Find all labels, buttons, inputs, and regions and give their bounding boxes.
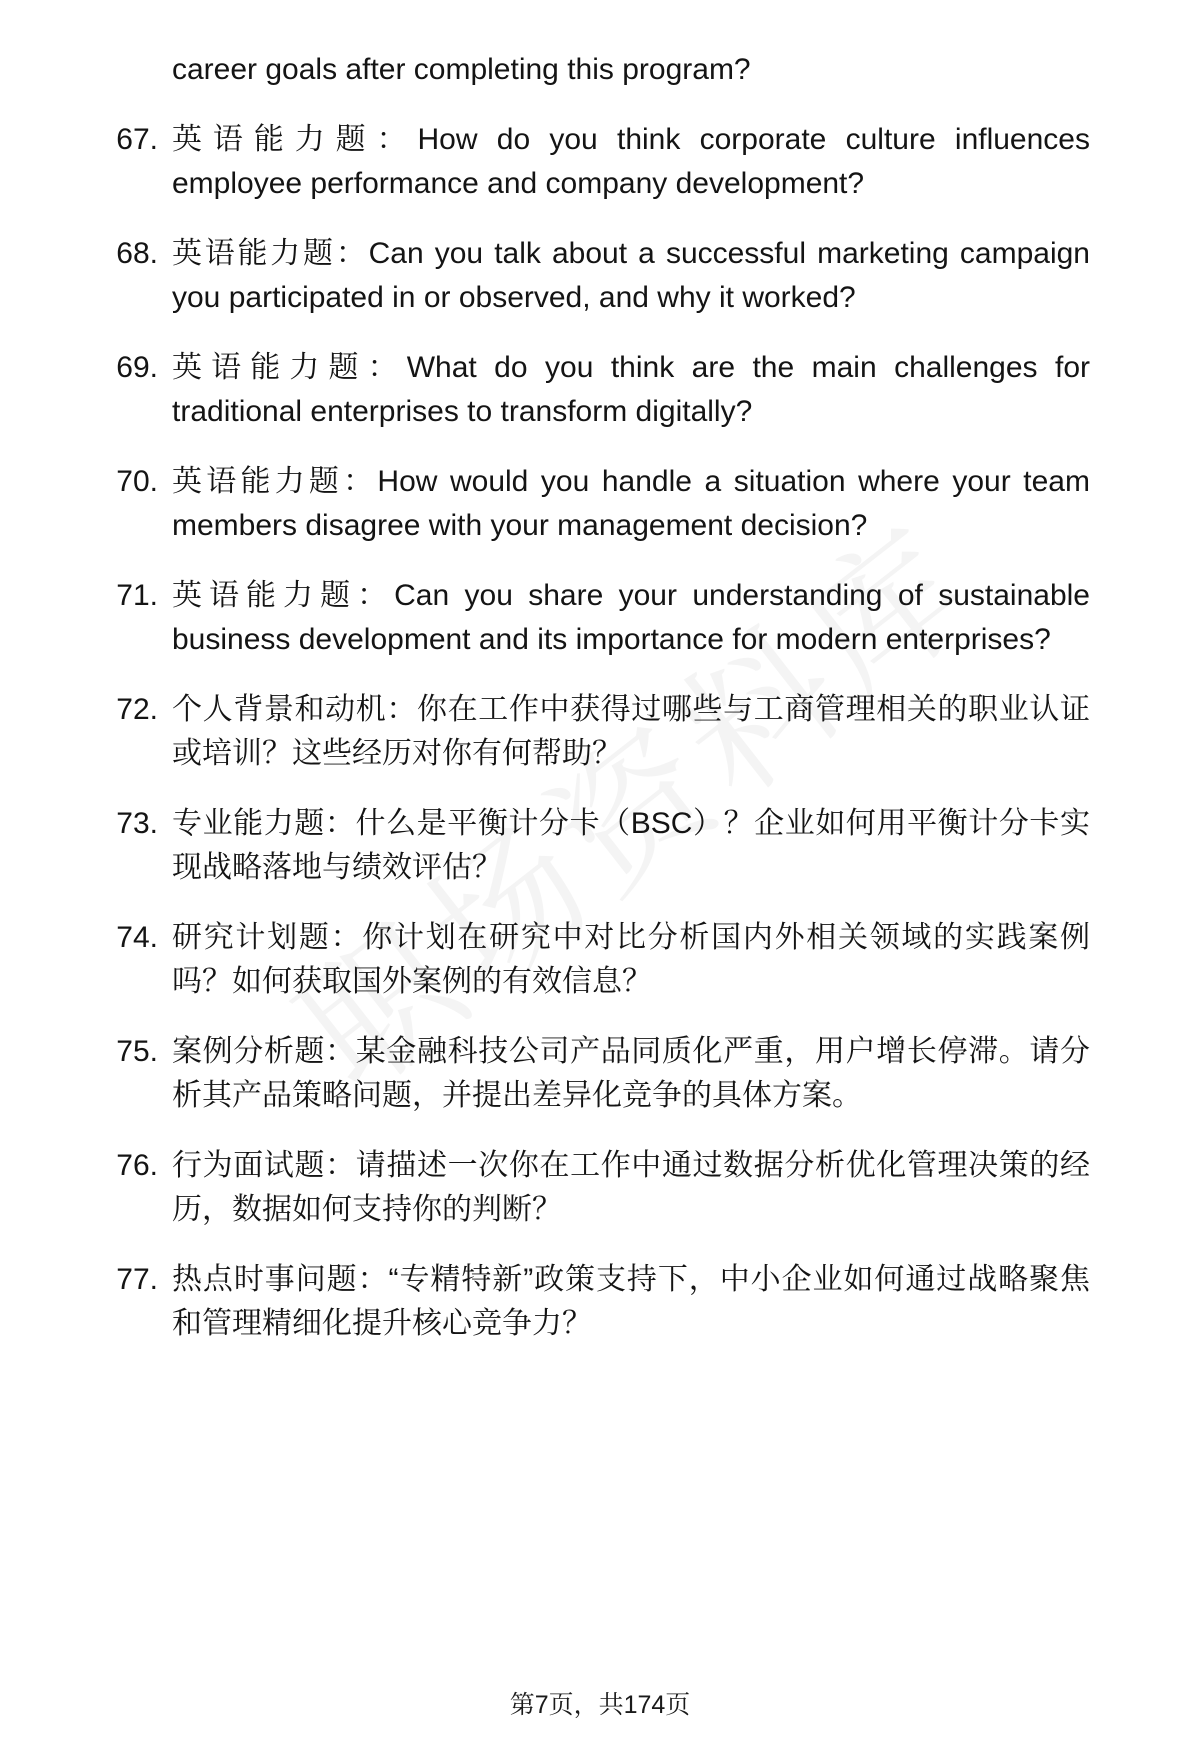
item-number: 76. bbox=[116, 1149, 158, 1182]
item-text: 行为面试题：请描述一次你在工作中通过数据分析优化管理决策的经历，数据如何支持你的判断？ bbox=[172, 1149, 1090, 1226]
item-number: 74. bbox=[116, 921, 158, 954]
page-footer: 第7页，共174页 bbox=[509, 1691, 691, 1719]
list-item bbox=[110, 688, 1090, 776]
list-item bbox=[110, 460, 1090, 548]
list-item bbox=[110, 802, 1090, 890]
item-number: 71. bbox=[116, 579, 158, 612]
list-item bbox=[110, 1258, 1090, 1346]
item-number: 70. bbox=[116, 465, 158, 498]
list-item bbox=[110, 118, 1090, 206]
item-number: 75. bbox=[116, 1035, 158, 1068]
item-text: 英语能力题：Can you share your understanding of sustainable business development and its importance for modern enterprises? bbox=[172, 579, 1090, 656]
item-text: 英语能力题：What do you think are the main challenges for traditional enterprises to transform digitally? bbox=[172, 351, 1090, 428]
item-number: 72. bbox=[116, 693, 158, 726]
list-item bbox=[110, 232, 1090, 320]
item-text: 个人背景和动机：你在工作中获得过哪些与工商管理相关的职业认证或培训？这些经历对你有何帮助？ bbox=[172, 693, 1090, 770]
item-text: 英语能力题：How do you think corporate culture influences employee performance and company development? bbox=[172, 123, 1090, 200]
continued-paragraph: career goals after completing this program? bbox=[172, 53, 751, 86]
item-text: 英语能力题：Can you talk about a successful marketing campaign you participated in or observed, and why it worked? bbox=[172, 237, 1090, 314]
item-text: 英语能力题：How would you handle a situation where your team members disagree with your management decision? bbox=[172, 465, 1090, 542]
item-number: 73. bbox=[116, 807, 158, 840]
item-text: 热点时事问题：“专精特新”政策支持下，中小企业如何通过战略聚焦和管理精细化提升核心竞争力？ bbox=[172, 1263, 1090, 1340]
list-item bbox=[110, 574, 1090, 662]
list-item bbox=[110, 916, 1090, 1004]
item-text: 研究计划题：你计划在研究中对比分析国内外相关领域的实践案例吗？如何获取国外案例的有效信息？ bbox=[172, 921, 1090, 998]
page-content bbox=[110, 48, 1090, 1346]
item-number: 68. bbox=[116, 237, 158, 270]
item-number: 69. bbox=[116, 351, 158, 384]
list-item bbox=[110, 346, 1090, 434]
question-list bbox=[110, 118, 1090, 1346]
item-number: 67. bbox=[116, 123, 158, 156]
item-text: 专业能力题：什么是平衡计分卡（BSC）？企业如何用平衡计分卡实现战略落地与绩效评估？ bbox=[172, 807, 1090, 884]
item-number: 77. bbox=[116, 1263, 158, 1296]
item-text: 案例分析题：某金融科技公司产品同质化严重，用户增长停滞。请分析其产品策略问题，并提出差异化竞争的具体方案。 bbox=[172, 1035, 1090, 1112]
list-item bbox=[110, 1144, 1090, 1232]
list-item bbox=[110, 1030, 1090, 1118]
